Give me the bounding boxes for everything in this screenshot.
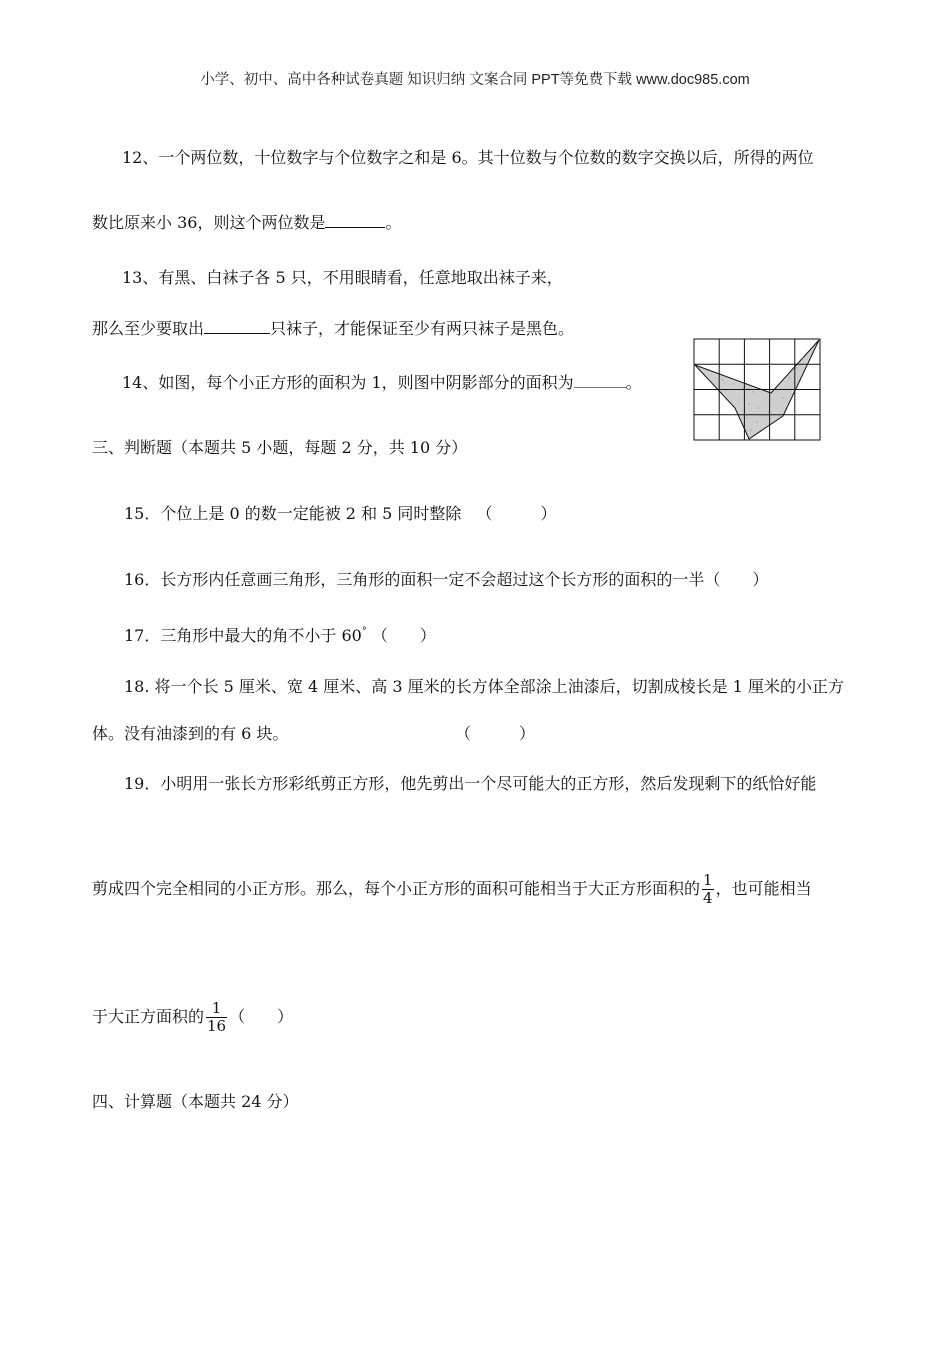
page-header: 小学、初中、高中各种试卷真题 知识归纳 文案合同 PPT等免费下载 www.doc985.com — [200, 72, 750, 88]
q16-answer-paren[interactable]: （ ） — [704, 570, 769, 589]
q17-text: 17．三角形中最大的角不小于 60 — [124, 626, 362, 645]
fraction-one-quarter — [702, 872, 714, 907]
q12-line2 — [92, 211, 401, 234]
q14-text-before: 14、如图，每个小正方形的面积为 1，则图中阴影部分的面积为 — [122, 373, 574, 392]
q13-line2-text: 那么至少要取出 — [92, 319, 205, 338]
degree-symbol: ° — [361, 626, 367, 637]
q14-answer-blank[interactable] — [574, 371, 626, 388]
q15-answer-paren[interactable]: （ ） — [476, 504, 557, 523]
section3-title: 三、判断题（本题共 5 小题，每题 2 分，共 10 分） — [92, 438, 468, 457]
q14-text — [122, 371, 642, 394]
q12-answer-blank[interactable] — [325, 211, 385, 228]
fraction-denominator: 4 — [703, 889, 713, 907]
q13-line2-end: 只袜子，才能保证至少有两只袜子是黑色。 — [270, 319, 575, 338]
fraction-numerator: 1 — [703, 871, 713, 889]
q17 — [124, 621, 436, 647]
q15 — [124, 503, 557, 525]
q15-text: 15．个位上是 0 的数一定能被 2 和 5 同时整除 — [124, 504, 462, 523]
q13-answer-blank[interactable] — [204, 317, 270, 334]
q12-line1: 12、一个两位数，十位数字与个位数字之和是 6。其十位数与个位数的数字交换以后，所得的两位 — [122, 148, 814, 167]
q12-line2-end: 。 — [385, 213, 402, 232]
q18-answer-paren[interactable]: （ ） — [455, 724, 536, 743]
q18-line2: 体。没有油漆到的有 6 块。 — [92, 724, 289, 743]
fraction-numerator: 1 — [211, 999, 222, 1017]
q18-line1: 18. 将一个长 5 厘米、宽 4 厘米、高 3 厘米的长方体全部涂上油漆后，切割成棱长是 1 厘米的小正方 — [124, 677, 844, 696]
q19-line1: 19．小明用一张长方形彩纸剪正方形，他先剪出一个尽可能大的正方形，然后发现剩下的纸恰好能 — [124, 774, 817, 793]
q13-line1: 13、有黑、白袜子各 5 只，不用眼睛看，任意地取出袜子来， — [122, 268, 563, 287]
q19-line3 — [92, 1000, 293, 1035]
q17-answer-paren[interactable]: （ ） — [371, 626, 436, 645]
q19-line2-end: ，也可能相当 — [715, 879, 812, 898]
q14-grid-figure — [693, 338, 821, 441]
q14-text-end: 。 — [625, 373, 642, 392]
section4-title: 四、计算题（本题共 24 分） — [92, 1092, 299, 1111]
q19-line2-text: 剪成四个完全相同的小正方形。那么，每个小正方形的面积可能相当于大正方形面积的 — [92, 879, 701, 898]
q19-line2 — [92, 872, 812, 907]
q19-answer-paren[interactable]: （ ） — [229, 1007, 294, 1026]
q12-line2-text: 数比原来小 36，则这个两位数是 — [92, 213, 326, 232]
q16 — [124, 569, 768, 591]
q19-line3-text: 于大正方面积的 — [92, 1007, 205, 1026]
q16-text: 16．长方形内任意画三角形，三角形的面积一定不会超过这个长方形的面积的一半 — [124, 570, 705, 589]
fraction-one-sixteenth — [206, 1000, 227, 1035]
fraction-denominator: 16 — [207, 1017, 227, 1035]
q13-line2 — [92, 317, 574, 340]
